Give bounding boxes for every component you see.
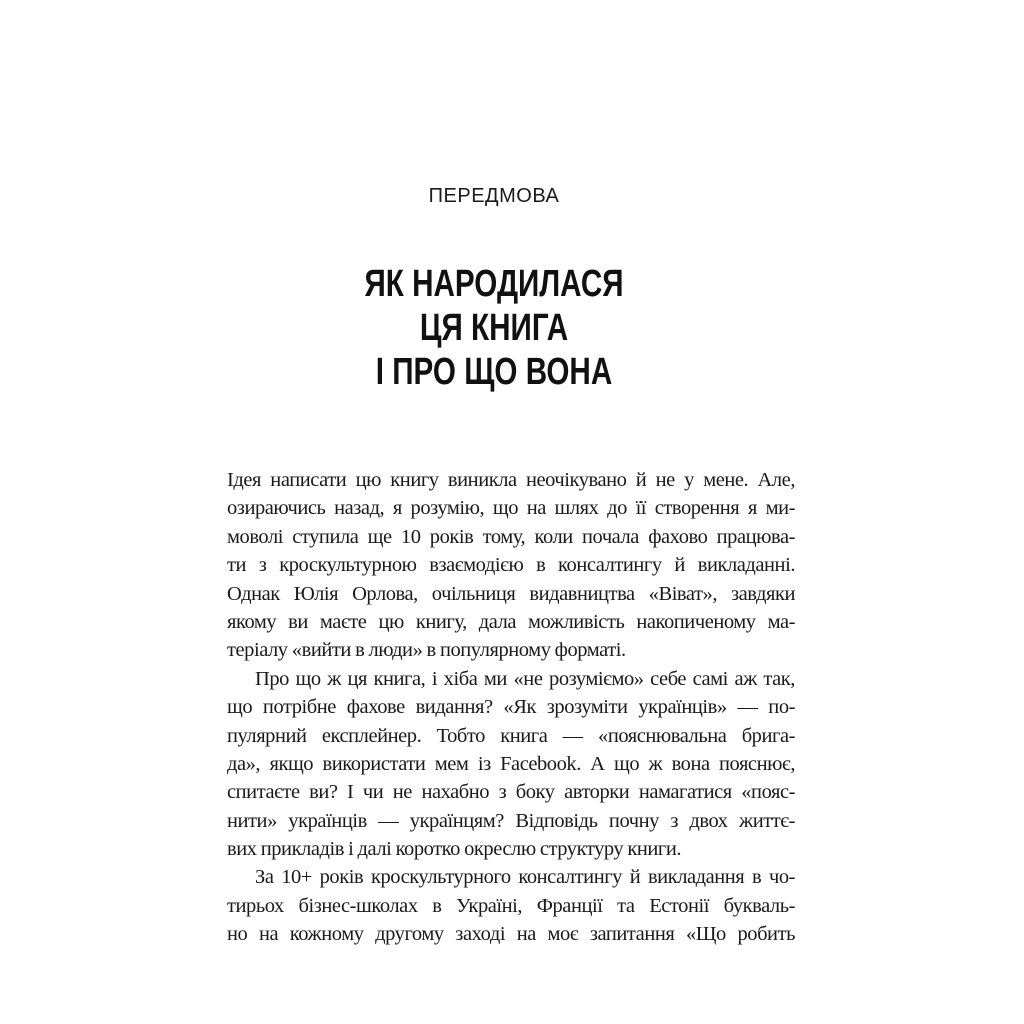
chapter-title-line: ЦЯ КНИГА xyxy=(419,307,569,349)
text-line: да», якщо використати мем із Facebook. А що ж вона пояснює, xyxy=(227,752,795,775)
text-line: вих прикладів і далі коротко окреслю структуру книги. xyxy=(227,838,682,861)
text-line: Ідея написати цю книгу виникла неочікувано й не у мене. Але, xyxy=(227,469,795,491)
text-line: теріалу «вийти в люди» в популярному форматі. xyxy=(227,639,626,662)
text-line: що потрібне фахове видання? «Як зрозуміти українців» — по- xyxy=(227,696,795,719)
text-line: озираючись назад, я розумію, що на шлях до її створення я ми- xyxy=(227,497,795,520)
text-line: нити» українців — українцям? Відповідь почну з двох життє- xyxy=(227,809,795,832)
text-line: Про що ж ця книга, і хіба ми «не розуміємо» себе самі аж так, xyxy=(255,667,795,690)
text-line: якому ви маєте цю книгу, дала можливість накопиченому ма- xyxy=(227,610,795,633)
text-line: За 10+ років кроскультурного консалтингу й викладання в чо- xyxy=(255,866,795,889)
chapter-title-line: І ПРО ЩО ВОНА xyxy=(375,351,613,393)
text-line: спитаєте ви? І чи не нахабно з боку авторки намагатися «пояс- xyxy=(227,781,795,804)
text-line: тирьох бізнес-школах в Україні, Франції та Естонії букваль- xyxy=(227,894,795,917)
body-text xyxy=(227,466,795,949)
text-line: ти з кроскультурною взаємодією в консалтингу й викладанні. xyxy=(227,554,795,577)
text-line: Однак Юлія Орлова, очільниця видавництва «Віват», завдяки xyxy=(227,582,795,605)
text-line: пулярний експлейнер. Тобто книга — «пояснювальна брига- xyxy=(227,724,795,747)
chapter-title xyxy=(0,262,988,394)
section-kicker: ПЕРЕДМОВА xyxy=(428,185,560,207)
text-line: но на кожному другому заході на моє запитання «Що робить xyxy=(227,923,795,946)
text-line: моволі ступила ще 10 років тому, коли почала фахово працюва- xyxy=(227,525,795,548)
chapter-title-line: ЯК НАРОДИЛАСЯ xyxy=(364,263,624,305)
